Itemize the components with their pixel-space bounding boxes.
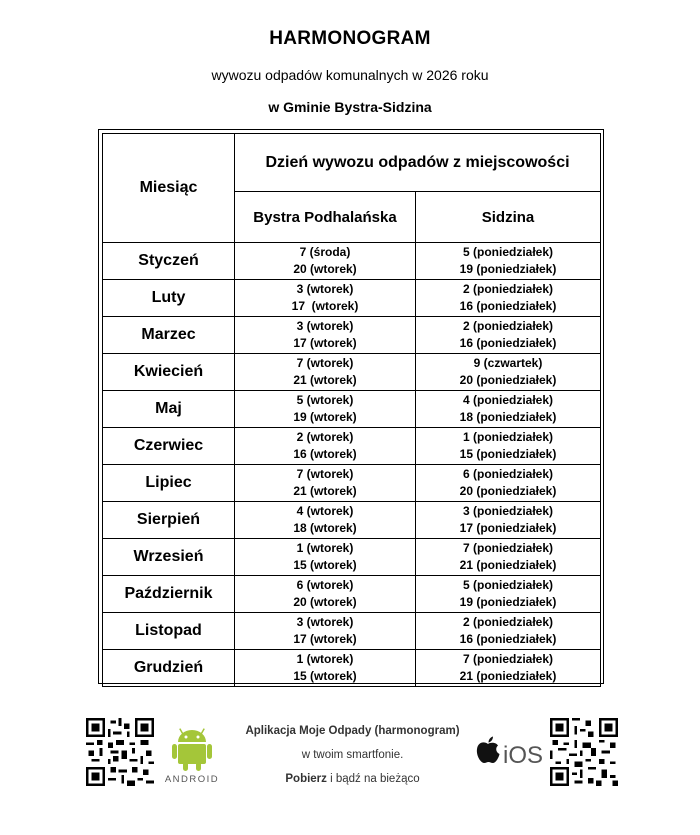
header-pickup-day: Dzień wywozu odpadów z miejscowości bbox=[235, 134, 601, 192]
pickup-date: 5 (wtorek) bbox=[296, 393, 354, 407]
schedule-table bbox=[102, 133, 601, 687]
qr-code-icon bbox=[550, 718, 618, 786]
header-sidzina: Sidzina bbox=[416, 192, 601, 243]
bystra-dates bbox=[235, 391, 416, 428]
bystra-dates bbox=[235, 613, 416, 650]
header-month: Miesiąc bbox=[103, 134, 235, 243]
app-name: Aplikacja Moje Odpady (harmonogram) bbox=[245, 725, 460, 737]
pickup-date: 4 (poniedziałek) bbox=[462, 393, 554, 407]
pickup-date: 18 (poniedziałek) bbox=[459, 410, 557, 424]
pickup-date: 3 (wtorek) bbox=[296, 615, 354, 629]
table-row bbox=[103, 539, 601, 576]
download-word: Pobierz bbox=[285, 773, 327, 785]
table-row bbox=[103, 428, 601, 465]
pickup-date: 17 (wtorek) bbox=[291, 299, 359, 313]
sidzina-dates bbox=[416, 465, 601, 502]
app-promo bbox=[230, 719, 475, 791]
month-name: Sierpień bbox=[103, 502, 235, 539]
bystra-dates bbox=[235, 317, 416, 354]
pickup-date: 16 (poniedziałek) bbox=[459, 632, 557, 646]
pickup-date: 7 (środa) bbox=[299, 245, 351, 259]
month-name: Luty bbox=[103, 280, 235, 317]
bystra-dates bbox=[235, 465, 416, 502]
pickup-date: 4 (wtorek) bbox=[296, 504, 354, 518]
pickup-date: 20 (poniedziałek) bbox=[459, 373, 557, 387]
month-name: Listopad bbox=[103, 613, 235, 650]
month-name: Maj bbox=[103, 391, 235, 428]
pickup-date: 21 (poniedziałek) bbox=[459, 669, 557, 683]
bystra-dates bbox=[235, 576, 416, 613]
ios-logo bbox=[472, 732, 548, 772]
table-row bbox=[103, 280, 601, 317]
qr-code-icon bbox=[86, 718, 154, 786]
pickup-date: 2 (poniedziałek) bbox=[462, 319, 554, 333]
month-name: Grudzień bbox=[103, 650, 235, 687]
month-name: Październik bbox=[103, 576, 235, 613]
pickup-date: 9 (czwartek) bbox=[473, 356, 543, 370]
pickup-date: 16 (wtorek) bbox=[293, 447, 357, 461]
pickup-date: 21 (poniedziałek) bbox=[459, 558, 557, 572]
pickup-date: 19 (wtorek) bbox=[293, 410, 357, 424]
bystra-dates bbox=[235, 428, 416, 465]
bystra-dates bbox=[235, 280, 416, 317]
month-name: Czerwiec bbox=[103, 428, 235, 465]
ios-label: iOS bbox=[503, 742, 544, 769]
app-line-2: w twoim smartfonie. bbox=[301, 749, 404, 761]
month-name: Marzec bbox=[103, 317, 235, 354]
android-robot-icon bbox=[160, 722, 224, 784]
pickup-date: 17 (poniedziałek) bbox=[459, 521, 557, 535]
pickup-date: 7 (poniedziałek) bbox=[462, 652, 554, 666]
sidzina-dates bbox=[416, 243, 601, 280]
pickup-date: 6 (poniedziałek) bbox=[462, 467, 554, 481]
header-bystra-podhalanska: Bystra Podhalańska bbox=[235, 192, 416, 243]
sidzina-dates bbox=[416, 650, 601, 687]
pickup-date: 20 (wtorek) bbox=[293, 262, 357, 276]
bystra-dates bbox=[235, 502, 416, 539]
table-row bbox=[103, 502, 601, 539]
pickup-date: 20 (poniedziałek) bbox=[459, 484, 557, 498]
table-row bbox=[103, 650, 601, 687]
sidzina-dates bbox=[416, 613, 601, 650]
table-row bbox=[103, 465, 601, 502]
pickup-date: 20 (wtorek) bbox=[293, 595, 357, 609]
sidzina-dates bbox=[416, 428, 601, 465]
municipality-name: w Gminie Bystra-Sidzina bbox=[268, 99, 432, 115]
pickup-date: 3 (poniedziałek) bbox=[462, 504, 554, 518]
pickup-date: 7 (poniedziałek) bbox=[462, 541, 554, 555]
page-subtitle: wywozu odpadów komunalnych w 2026 roku bbox=[211, 67, 489, 83]
pickup-date: 1 (wtorek) bbox=[296, 541, 354, 555]
pickup-date: 6 (wtorek) bbox=[296, 578, 354, 592]
sidzina-dates bbox=[416, 391, 601, 428]
pickup-date: 18 (wtorek) bbox=[293, 521, 357, 535]
sidzina-dates bbox=[416, 354, 601, 391]
pickup-date: 21 (wtorek) bbox=[293, 484, 357, 498]
bystra-dates bbox=[235, 650, 416, 687]
pickup-date: 7 (wtorek) bbox=[296, 356, 354, 370]
table-row bbox=[103, 576, 601, 613]
bystra-dates bbox=[235, 243, 416, 280]
pickup-date: 19 (poniedziałek) bbox=[459, 595, 557, 609]
sidzina-dates bbox=[416, 280, 601, 317]
pickup-date: 16 (poniedziałek) bbox=[459, 299, 557, 313]
pickup-date: 17 (wtorek) bbox=[293, 336, 357, 350]
pickup-date: 16 (poniedziałek) bbox=[459, 336, 557, 350]
bystra-dates bbox=[235, 354, 416, 391]
sidzina-dates bbox=[416, 539, 601, 576]
pickup-date: 5 (poniedziałek) bbox=[462, 245, 554, 259]
pickup-date: 15 (wtorek) bbox=[293, 558, 357, 572]
pickup-date: 1 (poniedziałek) bbox=[462, 430, 554, 444]
table-row bbox=[103, 354, 601, 391]
table-row bbox=[103, 613, 601, 650]
month-name: Lipiec bbox=[103, 465, 235, 502]
sidzina-dates bbox=[416, 502, 601, 539]
app-line-3-rest: i bądź na bieżąco bbox=[326, 773, 420, 785]
pickup-date: 15 (poniedziałek) bbox=[459, 447, 557, 461]
pickup-date: 17 (wtorek) bbox=[293, 632, 357, 646]
pickup-date: 21 (wtorek) bbox=[293, 373, 357, 387]
apple-logo-icon bbox=[472, 732, 548, 772]
page-title: HARMONOGRAM bbox=[269, 28, 431, 49]
pickup-date: 2 (poniedziałek) bbox=[462, 615, 554, 629]
month-name: Styczeń bbox=[103, 243, 235, 280]
app-line-3 bbox=[230, 767, 475, 791]
table-row bbox=[103, 243, 601, 280]
table-row bbox=[103, 391, 601, 428]
pickup-date: 2 (wtorek) bbox=[296, 430, 354, 444]
pickup-date: 5 (poniedziałek) bbox=[462, 578, 554, 592]
month-name: Wrzesień bbox=[103, 539, 235, 576]
android-label: ANDROID bbox=[164, 774, 220, 784]
month-name: Kwiecień bbox=[103, 354, 235, 391]
pickup-date: 3 (wtorek) bbox=[296, 319, 354, 333]
android-logo bbox=[160, 722, 224, 784]
table-row bbox=[103, 317, 601, 354]
pickup-date: 2 (poniedziałek) bbox=[462, 282, 554, 296]
pickup-date: 7 (wtorek) bbox=[296, 467, 354, 481]
sidzina-dates bbox=[416, 317, 601, 354]
pickup-date: 1 (wtorek) bbox=[296, 652, 354, 666]
bystra-dates bbox=[235, 539, 416, 576]
pickup-date: 3 (wtorek) bbox=[296, 282, 354, 296]
pickup-date: 15 (wtorek) bbox=[293, 669, 357, 683]
sidzina-dates bbox=[416, 576, 601, 613]
pickup-date: 19 (poniedziałek) bbox=[459, 262, 557, 276]
